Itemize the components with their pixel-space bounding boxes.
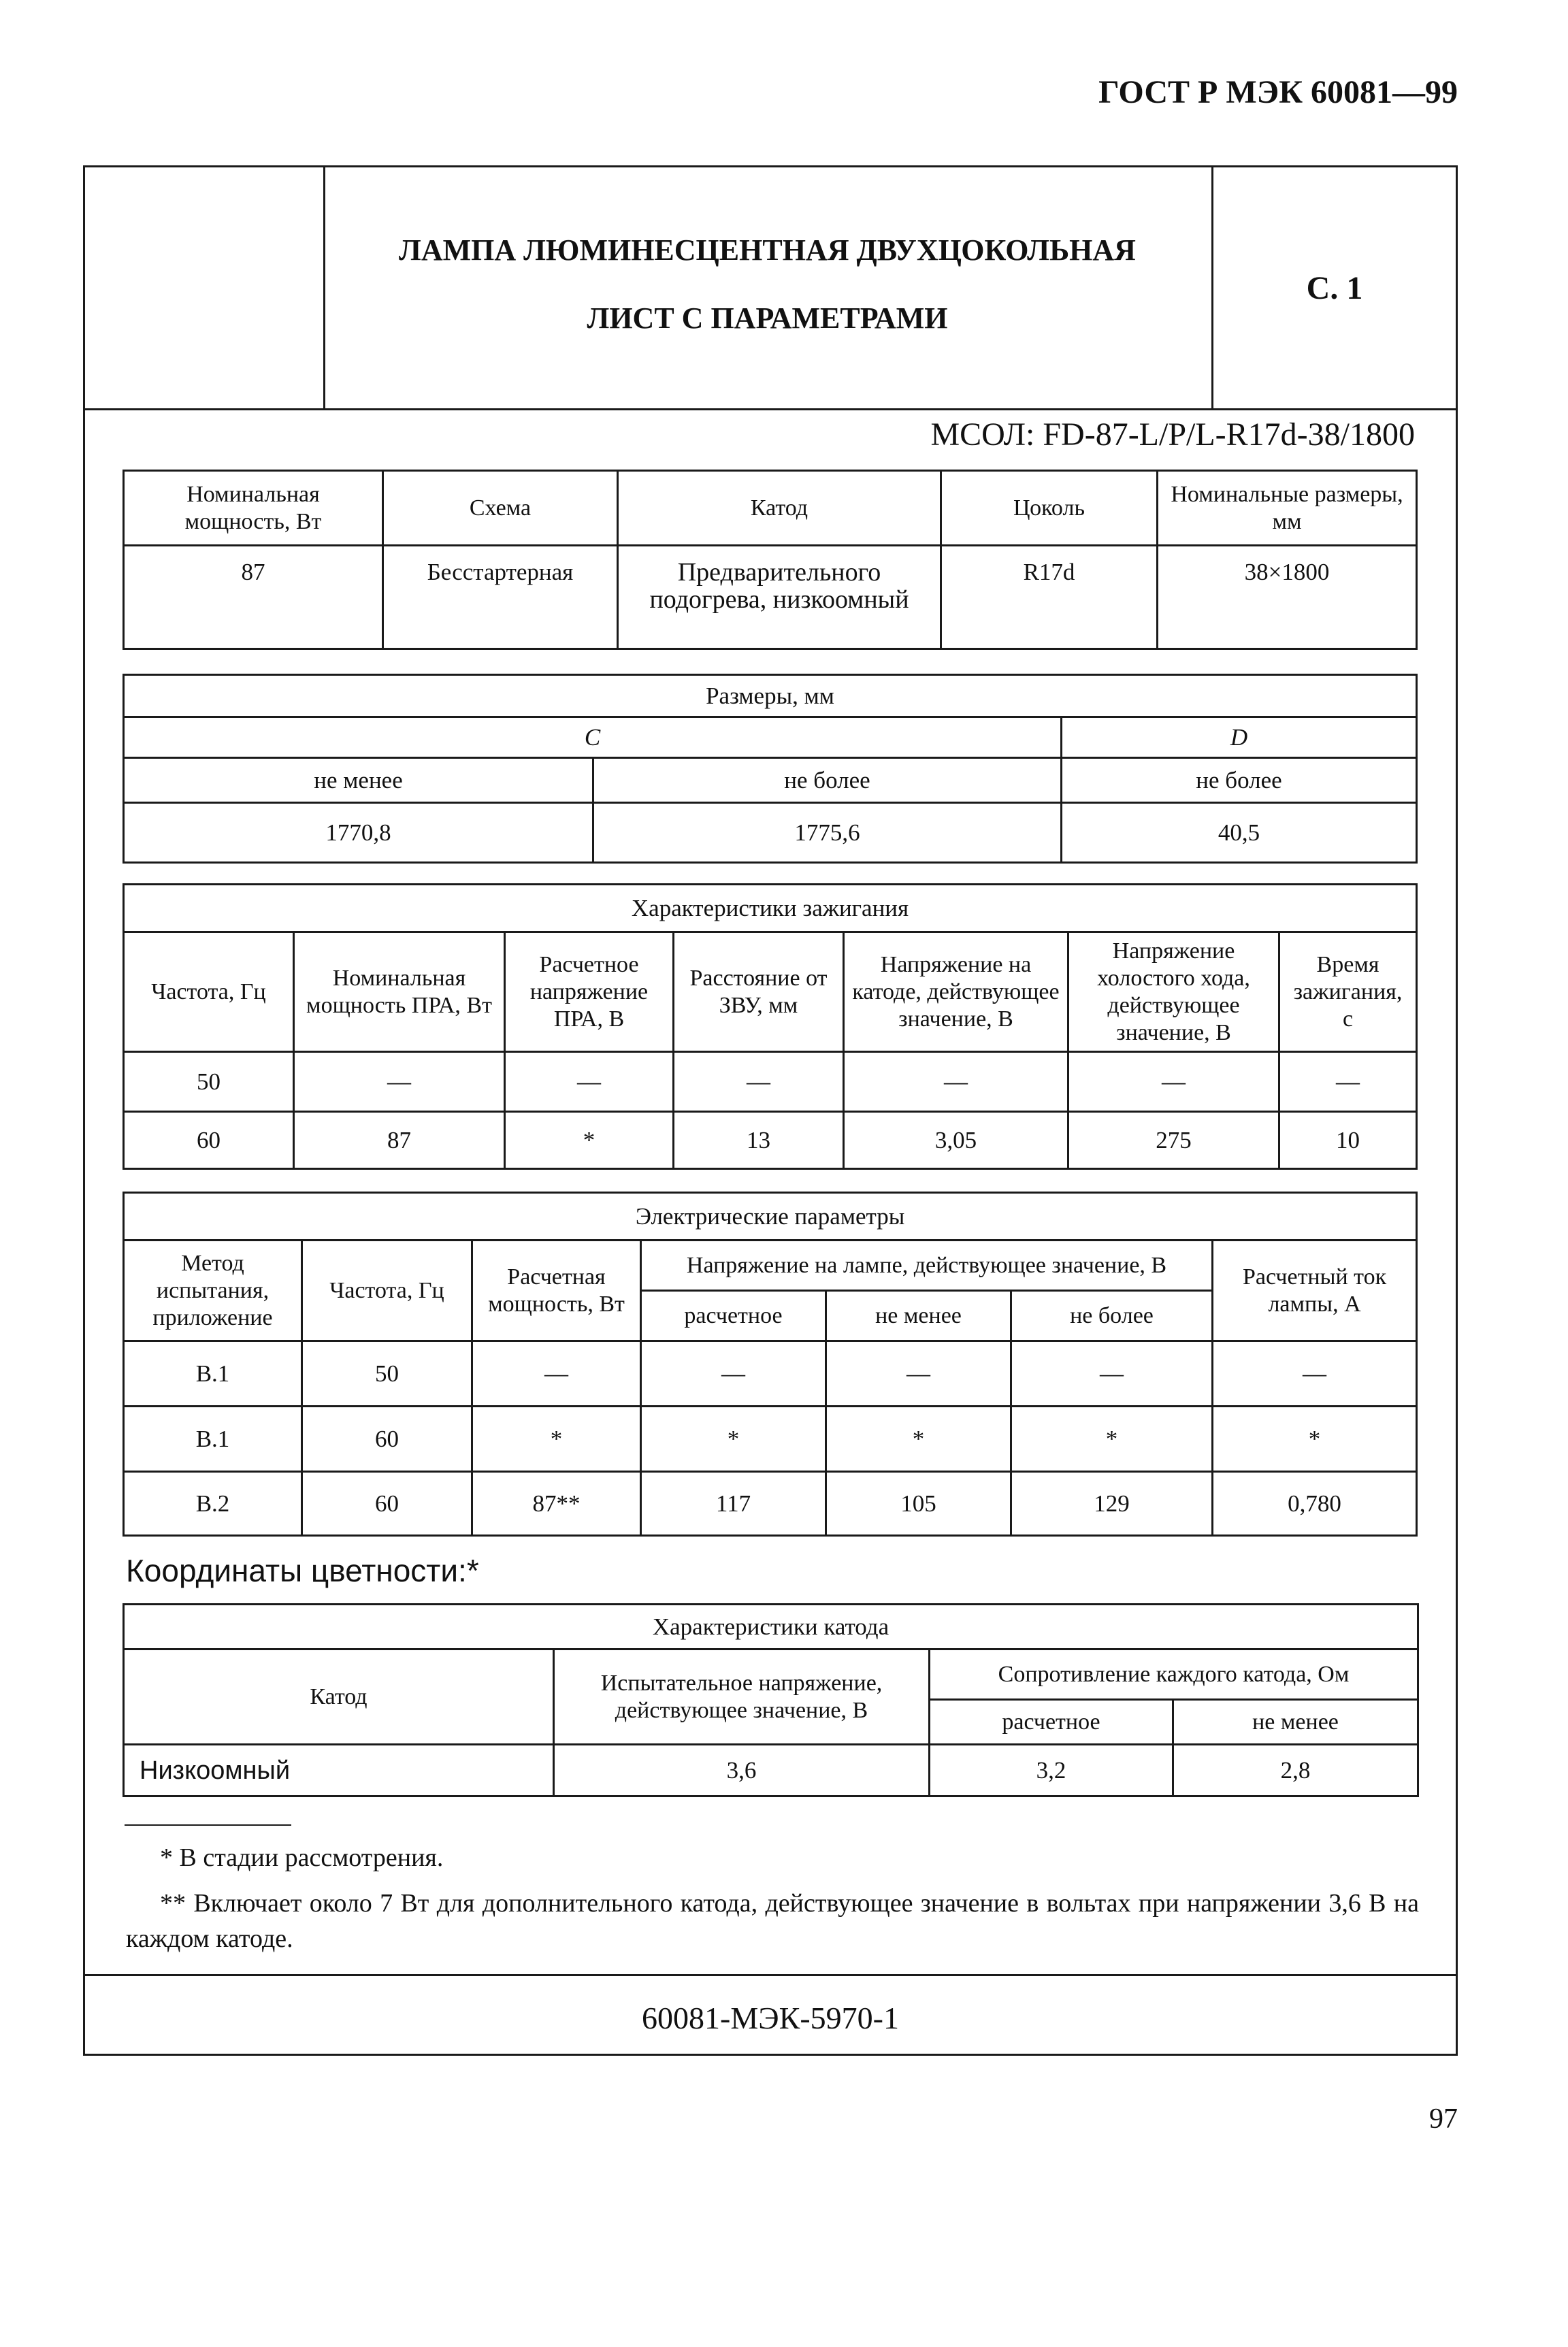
el-header-lamp-voltage: Напряжение на лампе, действующее значение, В	[641, 1241, 1213, 1291]
el-cell: 60	[302, 1407, 472, 1472]
cat-cell-type: Низкоомный	[124, 1745, 554, 1796]
ign-header-ignition-time: Время зажигания, с	[1279, 932, 1417, 1052]
el-cell: B.1	[124, 1341, 302, 1407]
el-sub-min: не менее	[826, 1291, 1011, 1341]
el-cell: 60	[302, 1472, 472, 1536]
cat-sub-rated: расчетное	[930, 1700, 1173, 1745]
el-header-lamp-current: Расчетный ток лампы, А	[1213, 1241, 1417, 1341]
ign-cell: 3,05	[844, 1112, 1068, 1169]
dimensions-title: Размеры, мм	[124, 675, 1417, 717]
electrical-parameters-table	[122, 1192, 1418, 1537]
general-parameters-table	[122, 470, 1418, 650]
d-max-value: 40,5	[1062, 803, 1417, 863]
header-scheme: Схема	[383, 471, 618, 546]
c-min-label: не менее	[124, 758, 593, 803]
el-cell: 0,780	[1213, 1472, 1417, 1536]
table-row	[124, 1112, 1417, 1169]
ign-header-ballast-voltage: Расчетное напряжение ПРА, В	[505, 932, 674, 1052]
el-cell: 105	[826, 1472, 1011, 1536]
el-cell: B.2	[124, 1472, 302, 1536]
footer-divider-line	[85, 1974, 1456, 1976]
ign-cell: —	[844, 1052, 1068, 1112]
header-nominal-dimensions: Номинальные размеры, мм	[1158, 471, 1417, 546]
ign-cell: *	[505, 1112, 674, 1169]
table-row	[124, 1472, 1417, 1536]
el-header-power: Расчетная мощность, Вт	[472, 1241, 641, 1341]
ign-cell: 60	[124, 1112, 294, 1169]
el-header-method: Метод испытания, приложение	[124, 1241, 302, 1341]
ign-cell: 10	[1279, 1112, 1417, 1169]
cell-cathode: Предварительного подогрева, низкоомный	[618, 546, 941, 649]
ignition-title: Характеристики зажигания	[124, 885, 1417, 932]
cat-sub-min: не менее	[1173, 1700, 1418, 1745]
footnote-2: ** Включает около 7 Вт для дополнительного катода, действующее значение в вольтах при напряжении 3,6 В на каждом катоде.	[126, 1889, 1419, 1953]
el-cell: —	[1011, 1341, 1213, 1407]
page-number: 97	[1429, 2103, 1458, 2135]
el-cell: *	[1213, 1407, 1417, 1472]
dimension-c-label: C	[124, 717, 1062, 758]
cat-header-test-voltage: Испытательное напряжение, действующее значение, В	[554, 1650, 930, 1745]
standard-header: ГОСТ Р МЭК 60081—99	[1098, 74, 1458, 110]
el-cell: *	[641, 1407, 826, 1472]
title-line-2: ЛИСТ С ПАРАМЕТРАМИ	[587, 301, 948, 335]
el-cell: *	[826, 1407, 1011, 1472]
cat-cell-min: 2,8	[1173, 1745, 1418, 1796]
ign-header-cathode-voltage: Напряжение на катоде, действующее значение, В	[844, 932, 1068, 1052]
table-row	[124, 1407, 1417, 1472]
footnote-separator	[125, 1824, 291, 1826]
el-cell: —	[1213, 1341, 1417, 1407]
cell-scheme: Бесстартерная	[383, 546, 618, 649]
cell-power: 87	[124, 546, 383, 649]
ignition-table	[122, 883, 1418, 1170]
sheet-label: С. 1	[1306, 270, 1363, 306]
dimension-d-label: D	[1062, 717, 1417, 758]
ign-header-frequency: Частота, Гц	[124, 932, 294, 1052]
cathode-characteristics-table	[122, 1603, 1419, 1797]
el-cell: —	[826, 1341, 1011, 1407]
table-row	[124, 1745, 1418, 1796]
el-cell: 117	[641, 1472, 826, 1536]
el-sub-rated: расчетное	[641, 1291, 826, 1341]
title-block-bottom-line	[85, 408, 1456, 410]
footer-code: 60081-МЭК-5970-1	[642, 2001, 899, 2035]
cat-cell-test-voltage: 3,6	[554, 1745, 930, 1796]
cell-base: R17d	[941, 546, 1158, 649]
c-min-value: 1770,8	[124, 803, 593, 863]
ign-cell: —	[1279, 1052, 1417, 1112]
header-base: Цоколь	[941, 471, 1158, 546]
table-row	[124, 1052, 1417, 1112]
cat-header-resistance: Сопротивление каждого катода, Ом	[930, 1650, 1418, 1700]
d-max-label: не более	[1062, 758, 1417, 803]
table-row	[124, 1341, 1417, 1407]
el-cell: 87**	[472, 1472, 641, 1536]
cat-cell-rated: 3,2	[930, 1745, 1173, 1796]
title-line-1: ЛАМПА ЛЮМИНЕСЦЕНТНАЯ ДВУХЦОКОЛЬНАЯ	[399, 233, 1136, 267]
cathode-title: Характеристики катода	[124, 1605, 1418, 1650]
ign-cell: 87	[294, 1112, 505, 1169]
ign-cell: —	[674, 1052, 844, 1112]
el-cell: —	[641, 1341, 826, 1407]
ign-cell: 275	[1068, 1112, 1279, 1169]
electrical-title: Электрические параметры	[124, 1193, 1417, 1241]
ign-cell: —	[505, 1052, 674, 1112]
el-cell: *	[1011, 1407, 1213, 1472]
ign-header-distance: Расстояние от ЗВУ, мм	[674, 932, 844, 1052]
ign-cell: 50	[124, 1052, 294, 1112]
c-max-value: 1775,6	[593, 803, 1062, 863]
ign-header-open-circuit-voltage: Напряжение холостого хода, действующее значение, В	[1068, 932, 1279, 1052]
el-cell: —	[472, 1341, 641, 1407]
title-divider-left	[323, 167, 325, 408]
ign-header-ballast-power: Номинальная мощность ПРА, Вт	[294, 932, 505, 1052]
el-sub-max: не более	[1011, 1291, 1213, 1341]
el-cell: 129	[1011, 1472, 1213, 1536]
el-header-frequency: Частота, Гц	[302, 1241, 472, 1341]
lamp-designation: МСОЛ: FD-87-L/P/L-R17d-38/1800	[930, 416, 1415, 453]
el-cell: *	[472, 1407, 641, 1472]
cell-dimensions: 38×1800	[1158, 546, 1417, 649]
ign-cell: —	[294, 1052, 505, 1112]
ign-cell: 13	[674, 1112, 844, 1169]
header-cathode: Катод	[618, 471, 941, 546]
footnote-1: * В стадии рассмотрения.	[160, 1843, 444, 1872]
chromaticity-label: Координаты цветности:*	[126, 1553, 479, 1588]
el-cell: 50	[302, 1341, 472, 1407]
ign-cell: —	[1068, 1052, 1279, 1112]
c-max-label: не более	[593, 758, 1062, 803]
dimensions-table	[122, 674, 1418, 864]
el-cell: B.1	[124, 1407, 302, 1472]
cat-header-cathode: Катод	[124, 1650, 554, 1745]
header-nominal-power: Номинальная мощность, Вт	[124, 471, 383, 546]
